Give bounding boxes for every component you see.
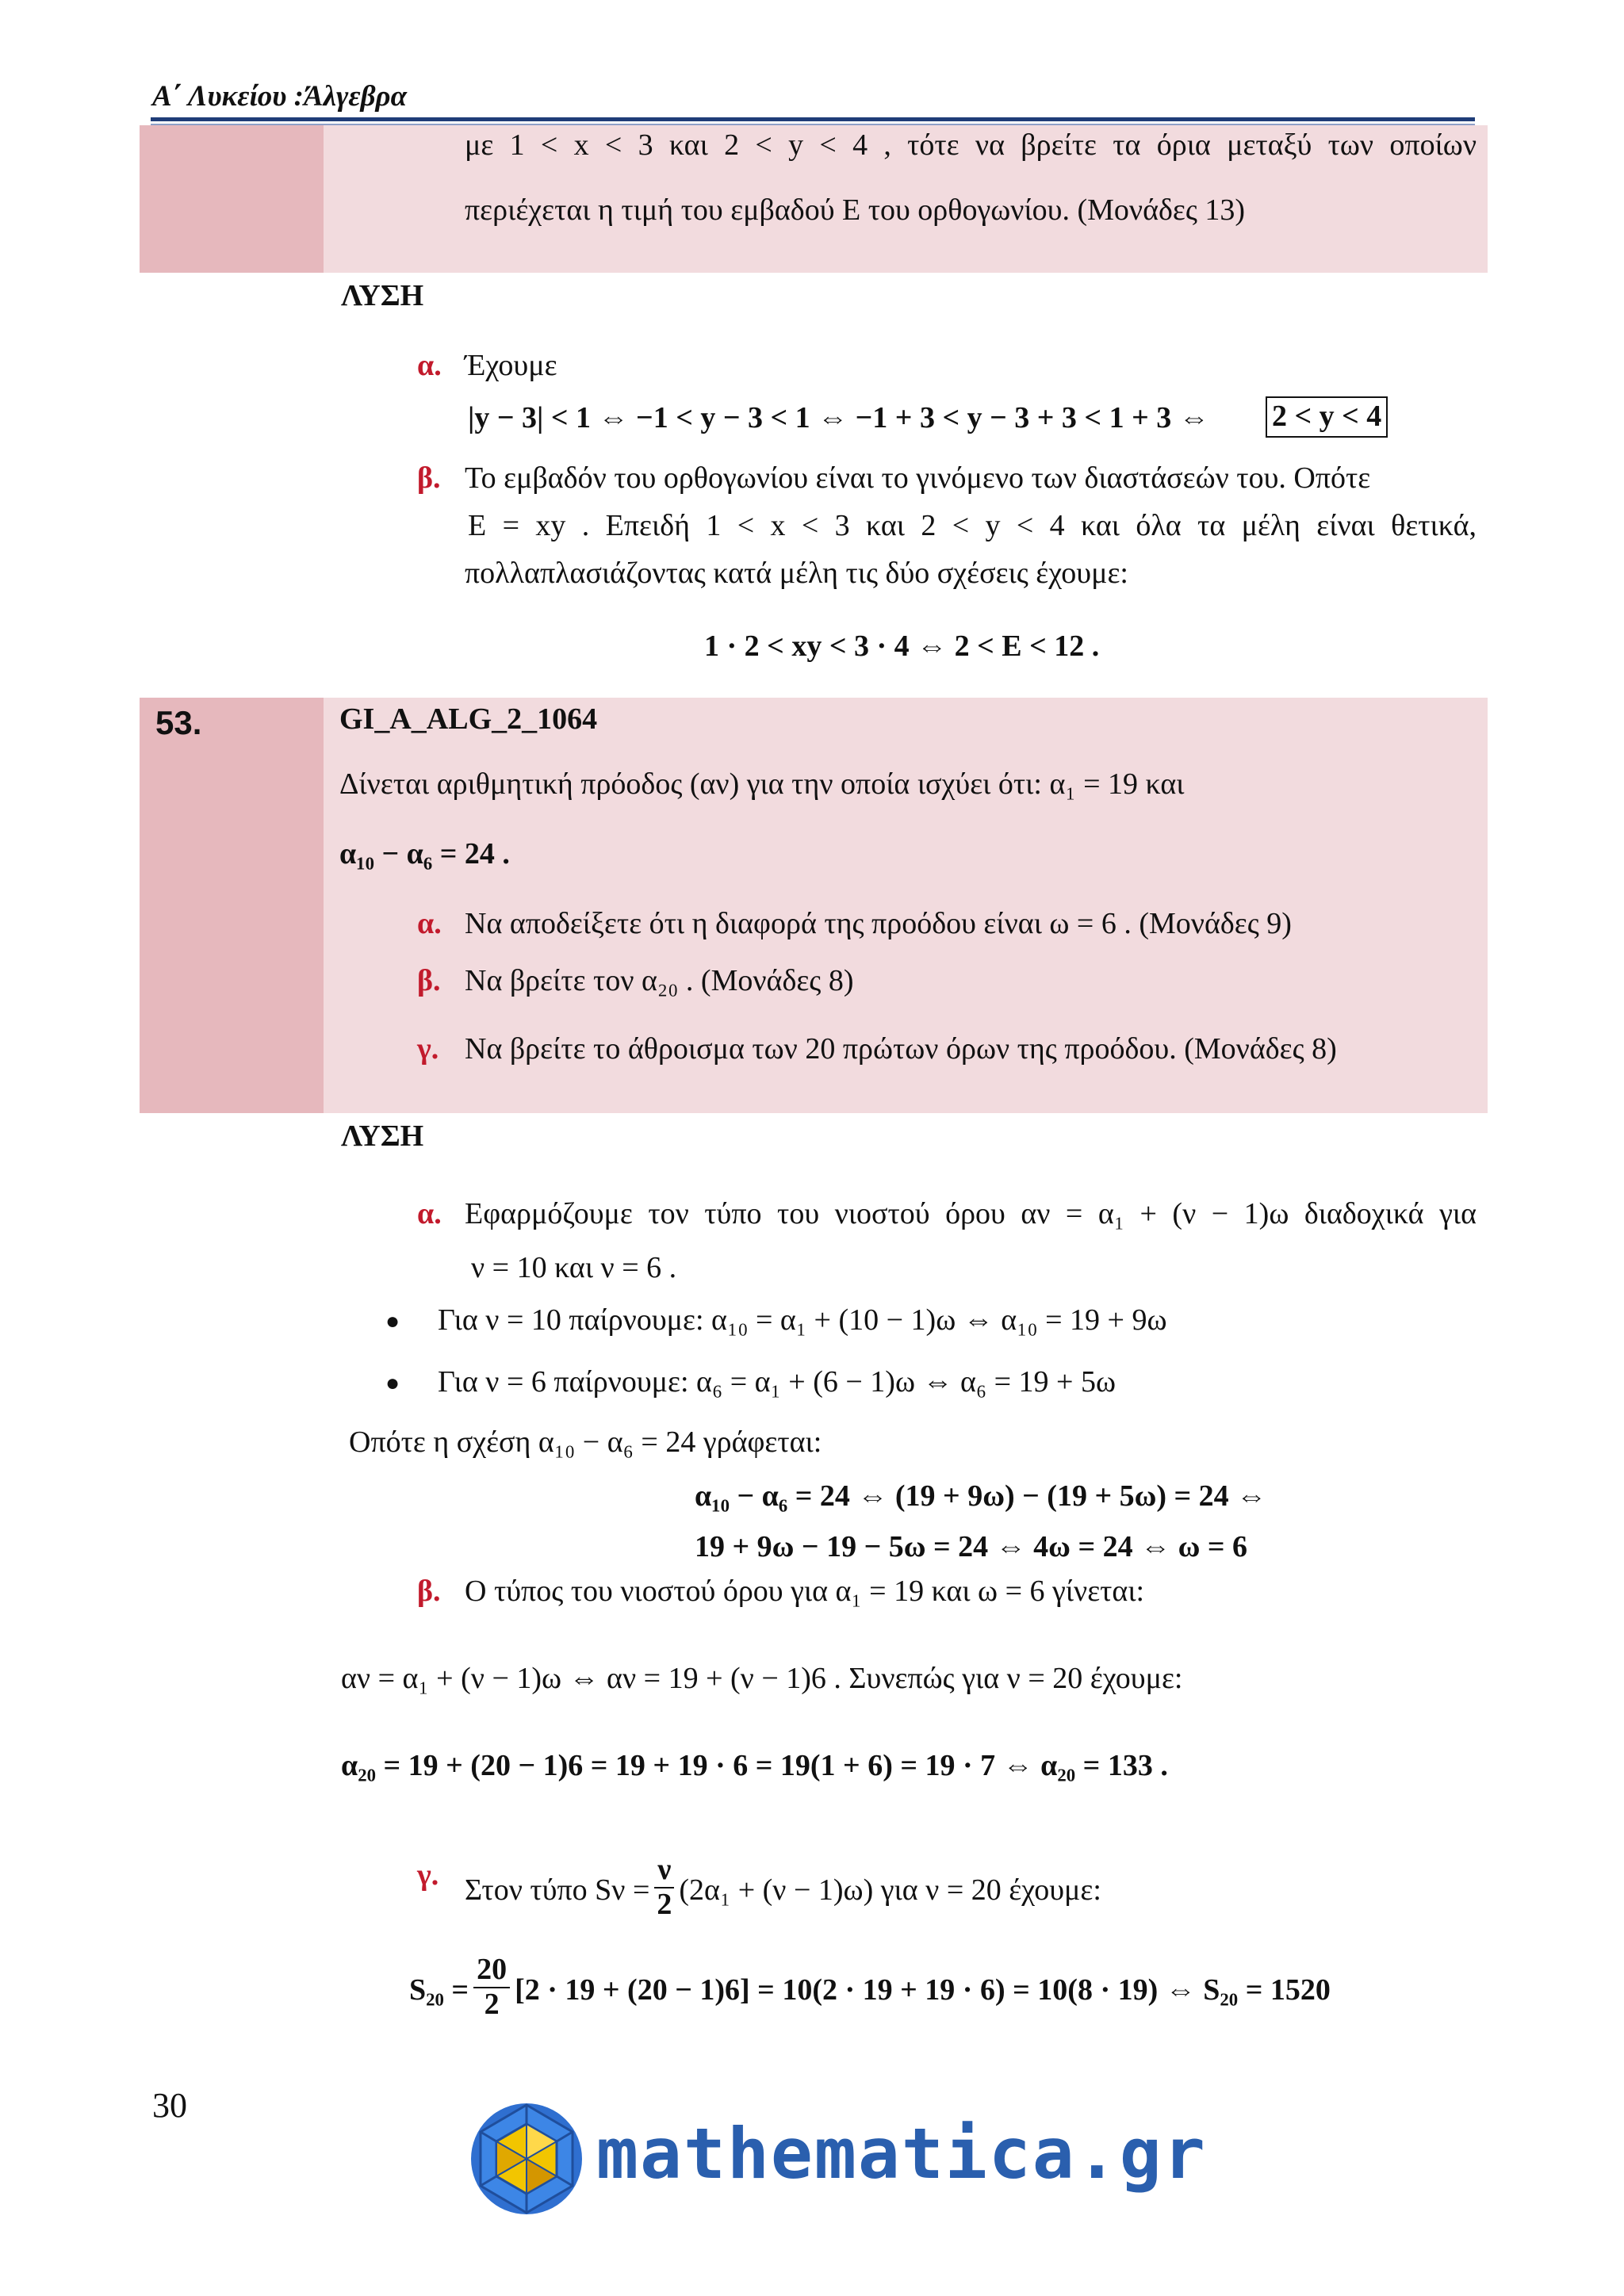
page-header-title: Α΄ Λυκείου :Άλγεβρα (152, 80, 408, 113)
logo-text: mathematica.gr (596, 2113, 1207, 2195)
problem-code: GI_A_ALG_2_1064 (339, 702, 598, 736)
solution2-bullet2: Για ν = 6 παίρνουμε: α₆ = α₁ + (6 − 1)ω ⇔ α₆ = 19 + 5ω (438, 1365, 1116, 1399)
solution2-b-text: Ο τύπος του νιοστού όρου για α₁ = 19 και ω = 6 γίνεται: (465, 1575, 1145, 1608)
solution-b-equation: 1 · 2 < xy < 3 · 4 ⇔ 2 < E < 12 . (704, 629, 1100, 663)
footer-logo (468, 2097, 1207, 2224)
solution2-heading: ΛΥΣΗ (341, 1119, 424, 1153)
polyhedron-icon (468, 2100, 585, 2218)
solution2-b-label: β. (417, 1575, 441, 1608)
solution-a-label: α. (417, 349, 442, 382)
c-eq-frac-den: 2 (484, 1987, 500, 2021)
c-eq-pre: S₂₀ = (409, 1973, 469, 2007)
header-rule (151, 117, 1475, 121)
solution2-c-eq (409, 1953, 1331, 2025)
c-eq-frac-num: 20 (473, 1954, 510, 1988)
solution2-b-eq2: α₂₀ = 19 + (20 − 1)6 = 19 + 19 · 6 = 19(1 + 6) = 19 · 7 ⇔ α₂₀ = 133 . (341, 1749, 1168, 1782)
c-eq-post: [2 · 19 + (20 − 1)6] = 10(2 · 19 + 19 · 6) = 10(8 · 19) ⇔ S₂₀ = 1520 (515, 1973, 1331, 2007)
prev-problem-line2: περιέχεται η τιμή του εμβαδού Ε του ορθογωνίου. (Μονάδες 13) (465, 193, 1246, 227)
c-frac-num: ν (654, 1854, 674, 1888)
prev-problem-line1: με 1 < x < 3 και 2 < y < 4 , τότε να βρείτε τα όρια μεταξύ των οποίων (465, 128, 1477, 162)
problem-statement-line2: α₁₀ − α₆ = 24 . (339, 837, 510, 871)
solution2-a-line1: Εφαρμόζουμε τον τύπο του νιοστού όρου αν = α₁ + (ν − 1)ω διαδοχικά για (465, 1197, 1477, 1230)
bullet-1: ● (385, 1308, 400, 1334)
problem-c-text: Να βρείτε το άθροισμα των 20 πρώτων όρων της προόδου. (Μονάδες 8) (465, 1032, 1337, 1066)
solution-b-line2: Ε = xy . Επειδή 1 < x < 3 και 2 < y < 4 και όλα τα μέλη είναι θετικά, (468, 509, 1477, 542)
solution2-c-label: γ. (417, 1858, 439, 1892)
solution2-c-text (465, 1853, 1101, 1925)
page-number: 30 (152, 2086, 187, 2125)
problem-statement-line1: Δίνεται αριθμητική πρόοδος (αν) για την οποία ισχύει ότι: α₁ = 19 και (339, 767, 1185, 801)
solution2-relation: Οπότε η σχέση α₁₀ − α₆ = 24 γράφεται: (349, 1425, 822, 1459)
solution2-a-line2: ν = 10 και ν = 6 . (471, 1251, 677, 1284)
bullet-2: ● (385, 1370, 400, 1396)
problem-a-label: α. (417, 907, 442, 940)
problem-b-text: Να βρείτε τον α₂₀ . (Μονάδες 8) (465, 964, 854, 997)
problem-c-label: γ. (417, 1032, 439, 1066)
solution2-bullet1: Για ν = 10 παίρνουμε: α₁₀ = α₁ + (10 − 1)ω ⇔ α₁₀ = 19 + 9ω (438, 1303, 1167, 1337)
problem-number: 53. (155, 704, 202, 741)
solution-b-line1: Το εμβαδόν του ορθογωνίου είναι το γινόμενο των διαστάσεών του. Οπότε (465, 461, 1371, 495)
solution-a-result: 2 < y < 4 (1266, 396, 1388, 438)
solution2-a-label: α. (417, 1197, 442, 1230)
c-frac-den: 2 (657, 1887, 672, 1921)
solution-b-line3: πολλαπλασιάζοντας κατά μέλη τις δύο σχέσεις έχουμε: (465, 557, 1128, 590)
solution2-b-eq1: αν = α₁ + (ν − 1)ω ⇔ αν = 19 + (ν − 1)6 . Συνεπώς για ν = 20 έχουμε: (341, 1662, 1183, 1695)
prev-problem-margin (140, 125, 324, 273)
problem-a-text: Να αποδείξετε ότι η διαφορά της προόδου είναι ω = 6 . (Μονάδες 9) (465, 907, 1292, 940)
c-eq-fraction (473, 1954, 510, 2022)
c-fraction (654, 1854, 674, 1922)
problem-b-label: β. (417, 964, 441, 997)
solution-b-label: β. (417, 461, 441, 495)
problem-53-margin (140, 698, 324, 1113)
c-text-post: (2α₁ + (ν − 1)ω) για ν = 20 έχουμε: (679, 1873, 1101, 1908)
solution-heading: ΛΥΣΗ (341, 279, 424, 312)
solution-a-text: Έχουμε (465, 349, 557, 382)
c-text-pre: Στον τύπο Sν = (465, 1873, 650, 1908)
solution2-eq2: 19 + 9ω − 19 − 5ω = 24 ⇔ 4ω = 24 ⇔ ω = 6 (695, 1530, 1248, 1563)
solution-a-equation: |y − 3| < 1 ⇔ −1 < y − 3 < 1 ⇔ −1 + 3 < y − 3 + 3 < 1 + 3 ⇔ (468, 401, 1209, 434)
solution2-eq1: α₁₀ − α₆ = 24 ⇔ (19 + 9ω) − (19 + 5ω) = 24 ⇔ (695, 1479, 1267, 1513)
